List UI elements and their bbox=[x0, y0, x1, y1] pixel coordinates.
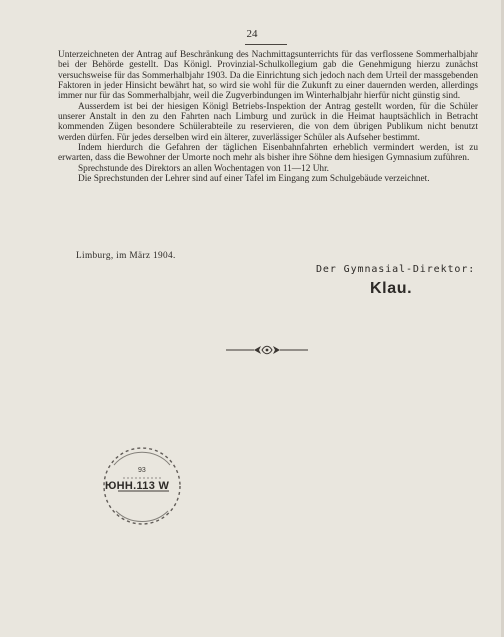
body-paragraph-2: Ausserdem ist bei der hiesigen Königl Betriebs-Inspektion der Antrag gestellt worden, für die Schüler unserer Anstalt in den zu den Fahrten nach Limburg und zurück in die Heimat hauptsächlich in Betracht kommenden Zügen besondere Schülerabteile zu reservieren, die von dem übrigen Publikum nicht benutzt werden dürfen. Für jedes derselben wird ein älterer, zuverlässiger Schüler als Aufseher bestimmt. bbox=[58, 101, 481, 143]
director-signature: Klau. bbox=[370, 280, 413, 297]
director-title: Der Gymnasial-Direktor: bbox=[316, 264, 476, 275]
stamp-number: ЮHH.113 W bbox=[105, 480, 170, 492]
body-paragraph-4: Sprechstunde des Direktors an allen Wochentagen von 11—12 Uhr. bbox=[78, 163, 329, 174]
page-number: 24 bbox=[246, 28, 258, 40]
svg-text:93: 93 bbox=[138, 467, 146, 474]
body-paragraph-1: Unterzeichneten der Antrag auf Beschränkung des Nachmittagsunterrichts für das verflossene Sommerhalbjahr bei der Behörde gestellt. Das Königl. Provinzial-Schulkollegium gab die Genehmigung hierzu zunächst versuchsweise für das Sommerhalbjahr 1903. Da die Einrichtung sich jedoch nach dem Urteil der massgebenden Faktoren in jeder Hinsicht bewährt hat, so wird sie wohl für die Zukunft zu einer dauernden werden, allerdings immer nur für das Sommerhalbjahr, weil die Zugverbindungen im Winterhalbjahr hierfür nicht günstig sind. bbox=[58, 50, 481, 102]
ornament-divider bbox=[226, 343, 308, 357]
body-text bbox=[58, 50, 481, 185]
body-paragraph-5: Die Sprechstunden der Lehrer sind auf einer Tafel im Eingang zum Schulgebäude verzeichnet. bbox=[78, 174, 430, 185]
place-date: Limburg, im März 1904. bbox=[76, 251, 176, 261]
page-number-rule bbox=[245, 44, 287, 45]
body-paragraph-3: Indem hierdurch die Gefahren der täglichen Eisenbahnfahrten erheblich vermindert werden, ist zu erwarten, dass die Bewohner der Umorte noch mehr als bisher ihre Söhne dem hiesigen Gymnasium zuführen. bbox=[58, 143, 481, 164]
